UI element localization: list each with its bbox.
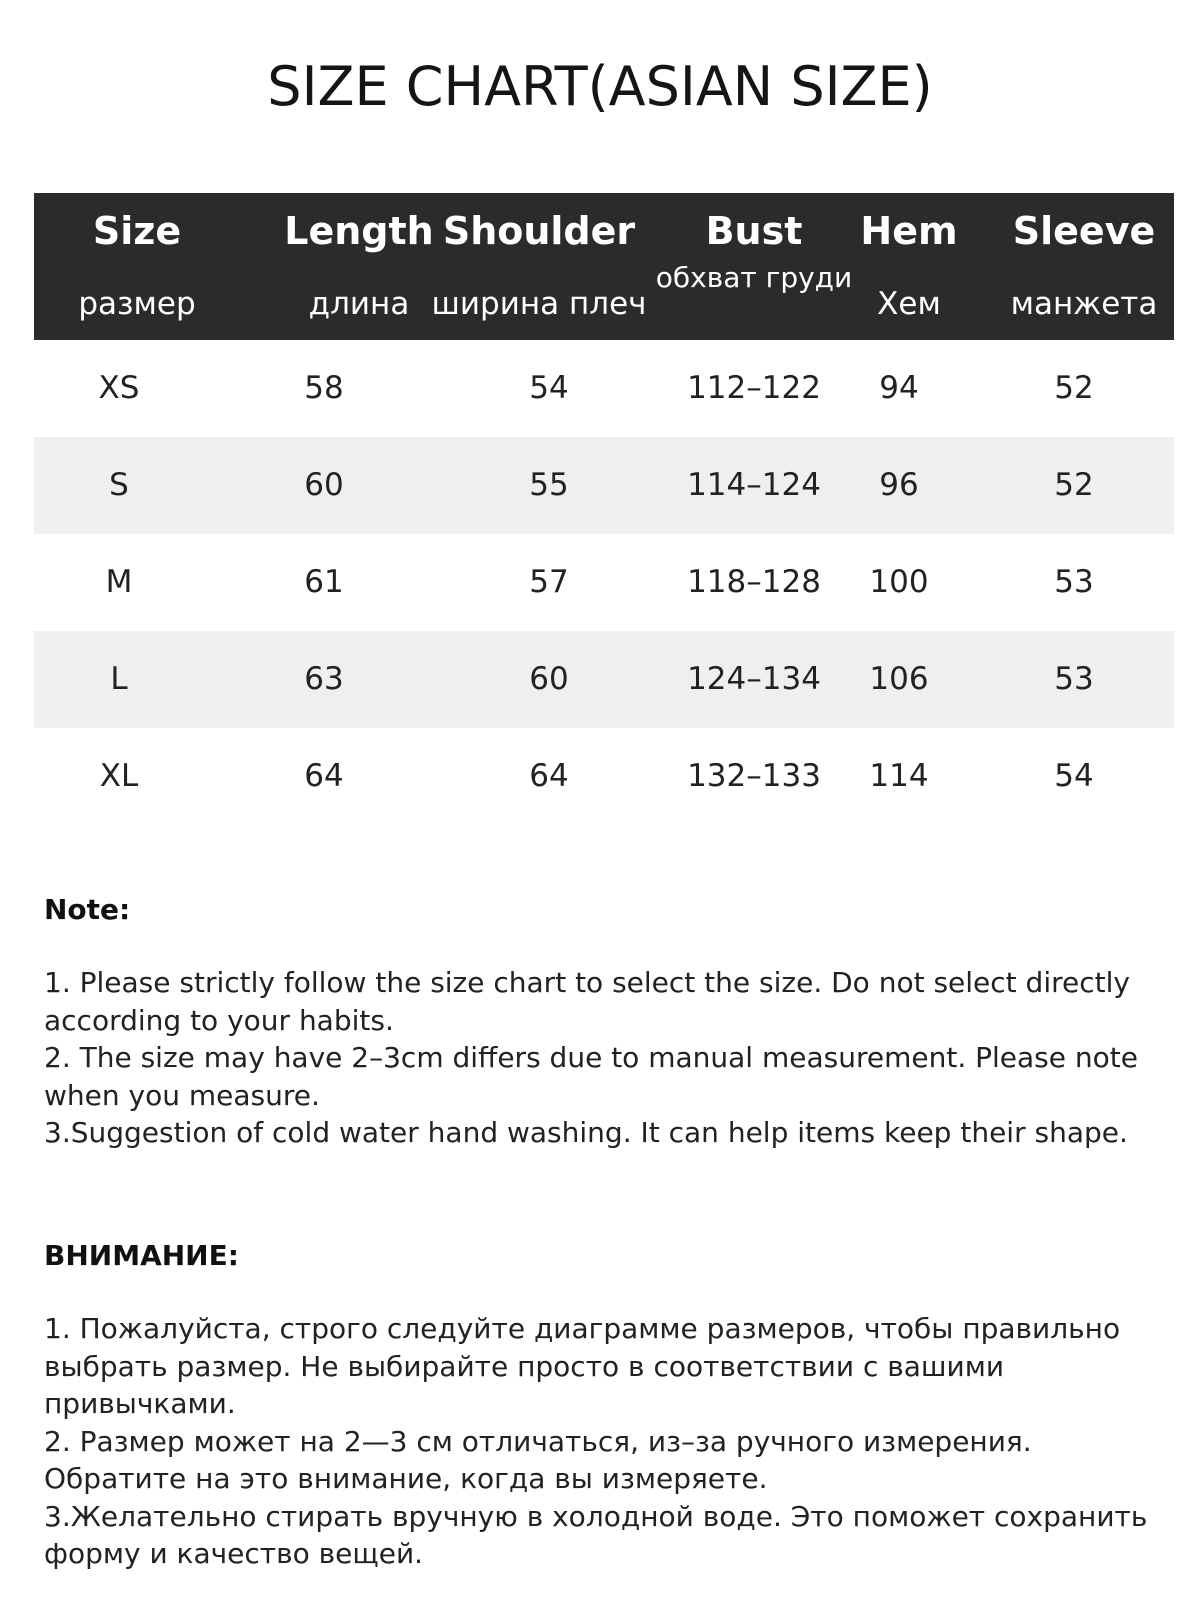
- cell-bust: 112–122: [687, 370, 821, 406]
- table-row: [34, 534, 1174, 631]
- cell-sleeve: 54: [1054, 758, 1094, 794]
- cell-bust: 124–134: [687, 661, 821, 697]
- note-item: 1. Please strictly follow the size chart to select the size. Do not select directly according to your habits.: [44, 966, 1130, 1037]
- header-label-en: Hem: [860, 209, 958, 253]
- header-bust: [654, 193, 854, 340]
- header-shoulder: [419, 193, 659, 340]
- table-header: [34, 193, 1174, 340]
- cell-size: XL: [99, 758, 139, 794]
- cell-shoulder: 55: [529, 467, 569, 503]
- cell-hem: 96: [879, 467, 919, 503]
- note-item: 2. The size may have 2–3cm differs due to manual measurement. Please note when you measure.: [44, 1041, 1138, 1112]
- cell-sleeve: 52: [1054, 370, 1094, 406]
- cell-bust: 114–124: [687, 467, 821, 503]
- header-sleeve: [984, 193, 1184, 340]
- note-item: 1. Пожалуйста, строго следуйте диаграмме размеров, чтобы правильно выбрать размер. Не выбирайте просто в соответствии с вашими привычками.: [44, 1312, 1121, 1420]
- note-english: [44, 893, 1164, 1152]
- header-size: [52, 193, 222, 340]
- cell-sleeve: 53: [1054, 661, 1094, 697]
- header-label-ru: Хем: [877, 286, 941, 322]
- table-row: [34, 437, 1174, 534]
- cell-sleeve: 53: [1054, 564, 1094, 600]
- cell-hem: 114: [869, 758, 929, 794]
- cell-shoulder: 60: [529, 661, 569, 697]
- header-hem: [834, 193, 984, 340]
- size-chart-table: [34, 193, 1174, 825]
- header-label-en: Shoulder: [442, 209, 636, 253]
- cell-size: S: [109, 467, 129, 503]
- cell-length: 58: [304, 370, 344, 406]
- cell-length: 63: [304, 661, 344, 697]
- cell-shoulder: 57: [529, 564, 569, 600]
- cell-shoulder: 54: [529, 370, 569, 406]
- note-body: [44, 964, 1164, 1152]
- cell-bust: 118–128: [687, 564, 821, 600]
- note-body: [44, 1310, 1164, 1573]
- note-item: 3.Желательно стирать вручную в холодной воде. Это поможет сохранить форму и качество вещей.: [44, 1499, 1148, 1570]
- cell-bust: 132–133: [687, 758, 821, 794]
- note-russian: [44, 1239, 1164, 1573]
- header-label-ru: длина: [308, 286, 410, 322]
- cell-size: L: [110, 661, 128, 697]
- table-row: [34, 631, 1174, 728]
- header-label-en: Size: [92, 209, 182, 253]
- cell-shoulder: 64: [529, 758, 569, 794]
- cell-hem: 106: [869, 661, 929, 697]
- cell-size: XS: [98, 370, 140, 406]
- header-label-ru: обхват груди: [655, 261, 853, 294]
- cell-length: 60: [304, 467, 344, 503]
- header-label-ru: манжета: [1010, 286, 1158, 322]
- cell-hem: 100: [869, 564, 929, 600]
- note-title: Note:: [44, 893, 131, 926]
- cell-sleeve: 52: [1054, 467, 1094, 503]
- note-title: ВНИМАНИЕ:: [44, 1239, 239, 1272]
- header-label-ru: размер: [78, 286, 196, 322]
- header-label-en: Length: [284, 209, 434, 253]
- header-label-en: Bust: [705, 209, 803, 253]
- header-label-en: Sleeve: [1012, 209, 1156, 253]
- cell-length: 61: [304, 564, 344, 600]
- table-row: [34, 728, 1174, 825]
- note-item: 2. Размер может на 2—3 см отличаться, из–за ручного измерения. Обратите на это внимание, когда вы измеряете.: [44, 1424, 1032, 1495]
- cell-size: M: [105, 564, 133, 600]
- header-label-ru: ширина плеч: [431, 286, 647, 322]
- page-title: SIZE CHART(ASIAN SIZE): [267, 55, 933, 118]
- cell-hem: 94: [879, 370, 919, 406]
- cell-length: 64: [304, 758, 344, 794]
- table-row: [34, 340, 1174, 437]
- note-item: 3.Suggestion of cold water hand washing. It can help items keep their shape.: [44, 1116, 1128, 1149]
